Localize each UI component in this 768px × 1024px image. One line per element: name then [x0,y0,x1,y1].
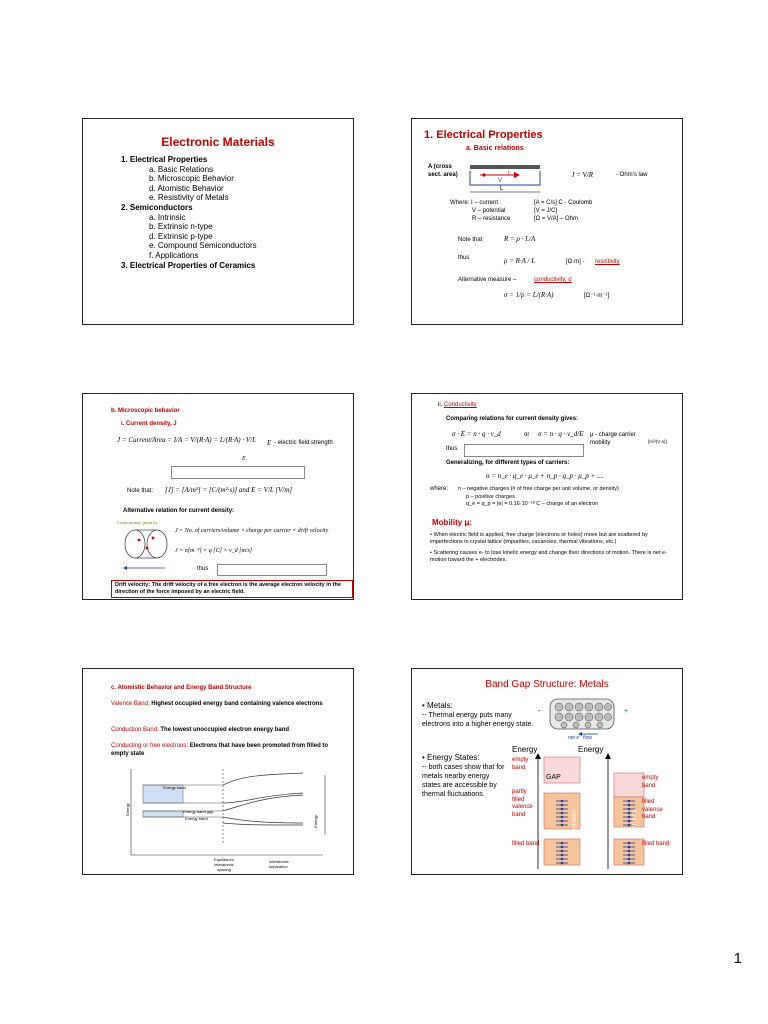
equilibrium-spacing-label: Equilibrium interatomic spacing [214,857,234,872]
slide-conductivity [411,393,683,600]
blank-box [171,466,305,479]
electron [561,800,564,803]
electron [628,842,631,845]
conductivity-term: conductivity, σ [534,277,572,283]
where-row [450,199,592,207]
minus-sign: - [538,708,541,715]
outline-subitem: e. Resistivity of Metals [149,193,229,203]
carrier-drift-inset [117,522,177,582]
electron [628,850,631,853]
energy-label-right: Energy [578,745,604,754]
ohm-label: - Ohm's law [616,172,648,178]
electron [561,816,564,819]
plus-sign: + [624,708,629,715]
generalizing-label: Generalizing, for different types of carriers: [446,460,570,466]
electron [628,804,631,807]
e-underbrace-symbol: E [242,456,246,462]
alt-relation-label: Alternative relation for current density: [123,508,235,514]
mobility-bullet: • Scattering causes e- to lose kinetic energy and change their directions of motion. There is net e- motion toward the + electrodes. [430,550,667,563]
where-unit: [A = C/s] C - Coulomb [534,200,593,206]
mobility-heading: Mobility μ: [432,518,472,527]
outline-subitem: a. Intrinsic [149,212,186,222]
electron [628,824,631,827]
right-band-diagram [598,753,648,871]
where-block [450,199,592,223]
electron [628,858,631,861]
sigma-equation-2: σ = n · q · v_d/E [538,430,584,438]
inset-label: Cross-section (area A) [117,520,157,525]
where-term: R – resistance [472,216,511,222]
empty-band-label: empty band [512,757,529,771]
slide-atomistic-behavior [82,668,354,875]
filled-states-label-left: filled states [571,809,578,835]
resistivity-term: resistivity [595,259,620,265]
free-electrons-term: Conducting or free electrons: [111,743,189,749]
conductor-bar [470,165,540,169]
slide-subtitle: a. Basic relations [466,145,524,152]
left-band-diagram [528,753,608,871]
slide-title: Electronic Materials [161,135,275,149]
blank-box [464,444,584,457]
electron [561,804,564,807]
voltage-label: V [498,178,503,184]
energy-band-gap-label: Energy band gap [183,809,214,814]
slide-title: Band Gap Structure: Metals [485,679,609,690]
electron [628,846,631,849]
electron [561,820,564,823]
sigma-equation-1: σ · E = n · q · v_d [452,430,501,438]
metals-text: -- Thermal energy puts many electrons into a higher energy state. [422,712,534,728]
where-label: where: [430,486,449,492]
electron [561,846,564,849]
where-row: p – positive charges [466,493,515,500]
current-label: I [508,171,510,177]
energy-states-bullet: • Energy States: [422,753,480,762]
slide-subtitle: i. Current density, J [121,421,177,427]
conduction-band-term: Conduction Band: [111,727,159,733]
voltage-bracket [470,171,540,185]
where-row [450,207,592,215]
empty-band-label-right: empty band [642,775,659,789]
outline-heading: 3. Electrical Properties of Ceramics [121,260,256,270]
where-unit: [Ω = V/A] – Ohm [534,216,579,222]
or-label: or [524,432,530,438]
note-that-label: Note that: [127,488,154,494]
electron [628,854,631,857]
electron [561,812,564,815]
where-row [450,215,592,223]
outline-subitem: f. Applications [149,250,199,260]
slide-band-gap-metals [411,668,683,875]
filled-states-label-right: filled states [631,809,638,835]
electron [561,850,564,853]
electron [561,808,564,811]
length-label: L [500,186,504,192]
free-electrons-def [111,743,337,758]
electron [561,858,564,861]
conduction-band-text: The lowest unoccupied electron energy band [160,727,290,733]
outline-subitem: a. Basic Relations [149,164,214,174]
area-label: A (cross sect. area) [428,164,458,178]
rho-unit: [Ω·m] - [566,259,585,265]
partly-filled-label: partly filled valence band [512,789,533,818]
valence-band-text: Highest occupied energy band containing valence electrons [151,701,323,707]
slide-title: ii. Conductivity [438,402,477,408]
outline-list [121,155,257,270]
net-flow-label: net e⁻ flow [568,735,593,741]
slide-electrical-properties [411,118,683,325]
conductivity-equation: σ = 1/ρ = L/(R·A) [504,291,554,299]
electron [628,812,631,815]
where-row: n – negative charges (# of free charge per unit volume, or density) [458,486,619,492]
electron [628,808,631,811]
filled-valence-label: filled valence band [642,799,663,820]
slide-title: c. Atomistic Behavior and Energy Band Structure [111,685,252,691]
electron [561,824,564,827]
ohm-equation: I = V/R [572,171,594,179]
blank-box [217,564,327,576]
slide-title: 1. Electrical Properties [424,129,543,141]
mobility-bullets [430,532,672,568]
electron [561,842,564,845]
outline-subitem: b. Extrinsic n-type [149,222,213,232]
valence-band-def [111,701,337,709]
valence-band-term: Valence Band: [111,701,150,707]
thus-label: thus [458,255,470,261]
outline-subitem: e. Compound Semiconductors [149,241,257,251]
mobility-unit: [m²/(V·s)] [648,439,667,444]
energy-states-text: -- both cases show that for metals nearby energy states are accessible by thermal fluctuations. [422,764,505,798]
outline-subitem: d. Atomistic Behavior [149,183,224,193]
electron [561,862,564,865]
thus-label: thus [197,566,209,572]
slide-title: b. Microscopic behavior [111,408,180,414]
slide-microscopic-behavior [82,393,354,600]
outline-subitem: d. Extrinsic p-type [149,231,213,241]
sigma-unit: [Ω⁻¹·m⁻¹] [584,293,610,299]
current-density-equation: J = Current/Area = I/A = V/(R·A) = L/(R·A) · V/L [117,436,256,444]
mobility-label: μ - charge carrier mobility [590,432,636,446]
comparing-label: Comparing relations for current density gives: [446,416,579,422]
alt-current-density-line1: J = No. of carriers/volume × charge per carrier × drift velocity [175,528,329,534]
where-row: q_e = q_p = |e| = 0.16·10⁻¹⁸ C – charge of an electron [466,501,599,507]
page-number: 1 [733,950,742,967]
alt-current-density-line2: J = n[m⁻³] × q [C] × v_d [m/s] [175,548,253,554]
where-term: V – potential [472,208,506,214]
outline-heading: 2. Semiconductors [121,202,193,212]
separation-label: Interatomic separation [269,859,289,869]
filled-band-label-left: filled band [512,841,540,847]
generalized-equation: σ = n_e · q_e · μ_e + n_p · q_p · μ_p + .... [486,472,604,480]
lattice-illustration [542,695,622,737]
resistance-equation: R = ρ · L/A [504,235,536,243]
free-electrons-text: Electrons that have been promoted from filled to empty state [111,743,329,757]
drift-velocity-definition: Drift velocity: The drift velocity of a free electron is the average electron velocity in the direction of the force imposed by an electric field. [111,580,353,598]
energy-band-label-1: Energy band [163,785,186,790]
outline-heading: 1. Electrical Properties [121,155,208,164]
where-unit: [V = J/C] [534,208,558,214]
mobility-bullet: • When electric field is applied, free charge (electrons or holes) move but are scattered by imperfections in crystal lattice (impurities, vacancies, thermal vibrations, etc.) [430,532,648,545]
energy-axis-label: Energy [124,803,130,816]
alt-measure-label: Alternative measure – [458,277,517,283]
where-term: Where: I – current [450,200,499,206]
electron [628,820,631,823]
energy-label-left: Energy [512,745,538,754]
thus-label: thus [446,446,458,452]
energy-axis-label-right: Energy [312,815,318,828]
gap-label: GAP [546,774,561,781]
units-equation: [J] = [A/m²] = [C/(m²·s)] and E = V/L [V/m] [165,486,293,494]
note-that-label: Note that [458,237,483,243]
conduction-band-def [111,727,337,735]
metals-bullet: • Metals: [422,701,453,710]
electron [628,816,631,819]
outline-subitem: b. Microscopic Behavior [149,174,234,184]
resistivity-equation: ρ = R·A / L [504,257,536,265]
electron [628,800,631,803]
filled-band-label-right: filled band [642,841,670,847]
electron [561,854,564,857]
slide-electronic-materials [82,118,354,325]
electron [628,862,631,865]
e-symbol: E [267,439,272,447]
energy-band-label-2: Energy band [185,816,208,821]
where-block [458,486,619,509]
field-strength-label: - electric field strength [274,440,333,446]
